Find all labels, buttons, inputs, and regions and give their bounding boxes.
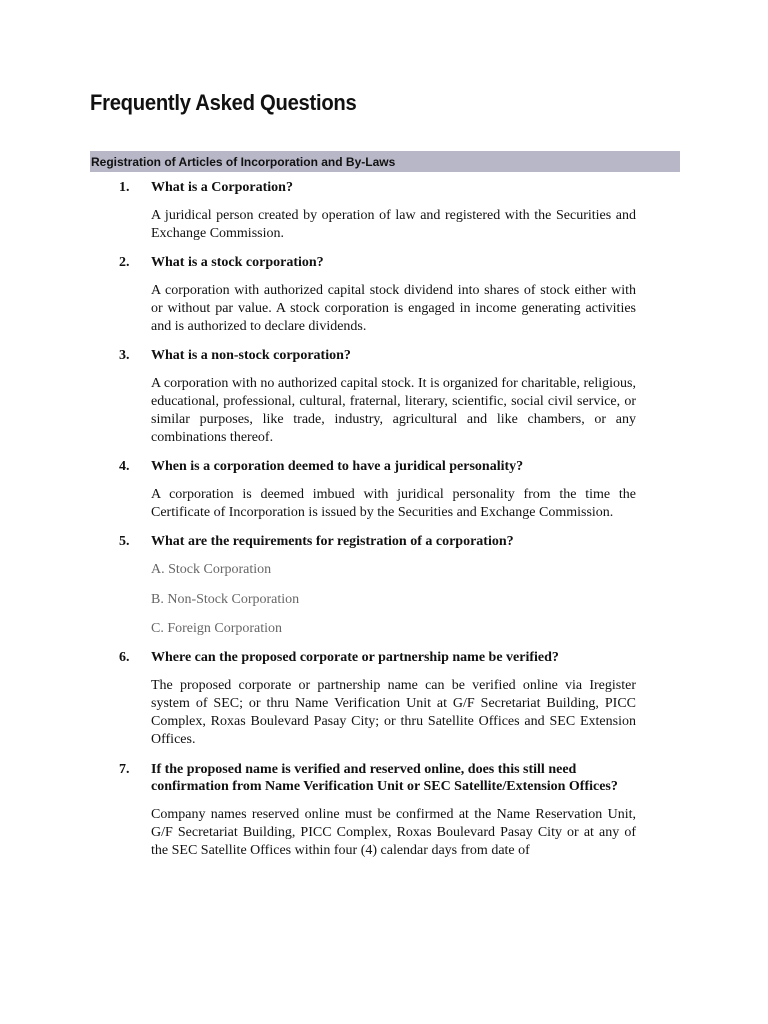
- faq-question: What is a non-stock corporation?: [151, 348, 351, 363]
- faq-list: [0, 179, 768, 860]
- faq-item-6: [0, 649, 768, 749]
- section-heading-bar: [90, 151, 680, 172]
- page-title: Frequently Asked Questions: [90, 90, 357, 115]
- faq-item-2: [0, 254, 768, 336]
- faq-number: 1.: [119, 180, 130, 195]
- faq-item-4: [0, 458, 768, 522]
- faq-question: What is a Corporation?: [151, 180, 293, 195]
- faq-number: 2.: [119, 255, 130, 270]
- faq-item-7: [0, 761, 768, 860]
- section-heading: Registration of Articles of Incorporation and By-Laws: [91, 155, 396, 169]
- requirement-option-foreign: C. Foreign Corporation: [151, 621, 283, 636]
- faq-item-3: [0, 347, 768, 447]
- faq-answer: The proposed corporate or partnership name can be verified online via Iregister system of SEC; or thru Name Verification Unit at G/F Secretariat Building, PICC Complex, Roxas Boulevard Pasay City; or thru Satellite Offices and SEC Extension Offices.: [151, 678, 636, 747]
- faq-answer: A juridical person created by operation of law and registered with the Securities and Exchange Commission.: [151, 208, 636, 241]
- faq-answer: A corporation is deemed imbued with juridical personality from the time the Certificate of Incorporation is issued by the Securities and Exchange Commission.: [151, 487, 636, 520]
- faq-number: 3.: [119, 348, 130, 363]
- requirement-option-stock: A. Stock Corporation: [151, 562, 272, 577]
- faq-number: 6.: [119, 650, 130, 665]
- faq-question: If the proposed name is verified and reserved online, does this still need confirmation from Name Verification Unit or SEC Satellite/Extension Offices?: [151, 762, 618, 794]
- faq-answer: A corporation with authorized capital stock dividend into shares of stock either with or without par value. A stock corporation is engaged in income generating activities and is authorized to declare dividends.: [151, 283, 636, 334]
- faq-answer: Company names reserved online must be confirmed at the Name Reservation Unit, G/F Secretariat Building, PICC Complex, Roxas Boulevard Pasay City or at any of the SEC Satellite Offices within four (4) calendar days from date of: [151, 807, 636, 858]
- faq-number: 5.: [119, 534, 130, 549]
- faq-question: What are the requirements for registration of a corporation?: [151, 534, 514, 549]
- faq-number: 4.: [119, 459, 130, 474]
- requirement-option-non-stock: B. Non-Stock Corporation: [151, 592, 300, 607]
- faq-question: Where can the proposed corporate or partnership name be verified?: [151, 650, 559, 665]
- faq-item-1: [0, 179, 768, 243]
- faq-item-5: [0, 533, 768, 638]
- faq-question: When is a corporation deemed to have a juridical personality?: [151, 459, 524, 474]
- faq-number: 7.: [119, 762, 130, 777]
- faq-answer: A corporation with no authorized capital stock. It is organized for charitable, religious, educational, professional, cultural, fraternal, literary, scientific, social civil service, or similar purposes, like trade, industry, agricultural and like chambers, or any combinations thereof.: [151, 376, 636, 445]
- faq-question: What is a stock corporation?: [151, 255, 324, 270]
